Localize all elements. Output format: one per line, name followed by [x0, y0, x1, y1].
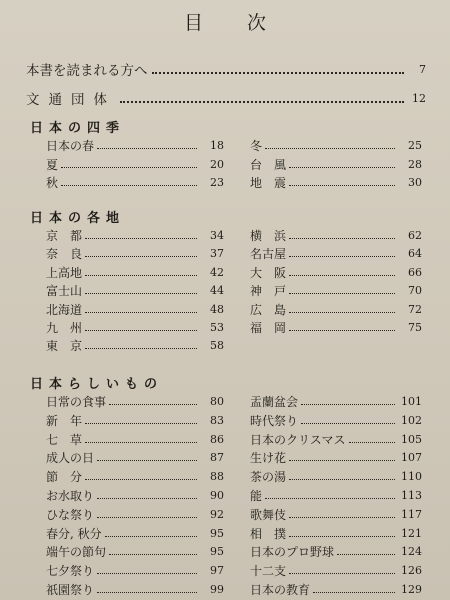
toc-entry-page: 97: [210, 564, 224, 578]
toc-entry-preface[interactable]: [26, 60, 426, 78]
toc-entry-penpal-groups[interactable]: [26, 89, 426, 107]
toc-entry-label: 北海道: [46, 302, 83, 317]
toc-entry-page: 95: [210, 545, 224, 559]
toc-entry[interactable]: [46, 431, 224, 448]
leader-dots: [85, 479, 197, 480]
leader-dots: [85, 423, 197, 424]
leader-dots: [85, 238, 197, 239]
toc-entry[interactable]: [46, 412, 224, 429]
toc-entry-label: 相 撲: [250, 526, 287, 541]
leader-dots: [289, 238, 395, 239]
toc-entry[interactable]: [46, 156, 224, 173]
leader-dots: [349, 442, 395, 443]
leader-dots: [301, 404, 395, 405]
toc-entry-label: 大 阪: [250, 265, 287, 280]
toc-entry-page: 62: [408, 229, 422, 242]
toc-entry-label: 歌舞伎: [250, 507, 287, 522]
toc-entry-label: 台 風: [250, 157, 287, 172]
toc-entry-label: 能: [250, 489, 263, 503]
leader-dots: [289, 275, 395, 276]
leader-dots: [97, 498, 197, 499]
toc-entry[interactable]: [250, 393, 422, 410]
leader-dots: [289, 573, 395, 574]
toc-entry[interactable]: [46, 506, 224, 523]
leader-dots: [97, 460, 197, 461]
leader-dots: [85, 275, 197, 276]
toc-entry-label: 端午の節句: [46, 545, 107, 560]
toc-entry[interactable]: [46, 487, 224, 504]
toc-entry-page: 7: [419, 62, 426, 76]
toc-entry-page: 25: [408, 139, 422, 152]
toc-entry-page: 66: [408, 265, 422, 279]
toc-entry-label: 横 浜: [250, 229, 287, 243]
toc-entry-page: 102: [401, 413, 422, 427]
leader-dots: [289, 536, 395, 537]
toc-entry-label: 本書を読まれる方へ: [26, 63, 148, 79]
leader-dots: [289, 460, 395, 461]
toc-entry-page: 101: [401, 395, 422, 408]
page-title: 目次: [183, 12, 310, 34]
toc-entry-page: 113: [401, 489, 422, 502]
toc-entry-label: 七 草: [46, 432, 83, 447]
toc-entry-label: 節 分: [46, 470, 83, 485]
toc-entry-page: 28: [408, 157, 422, 171]
toc-entry[interactable]: [46, 393, 224, 410]
toc-entry-label: ひな祭り: [46, 507, 95, 522]
toc-entry[interactable]: [250, 174, 422, 191]
toc-entry-label: 富士山: [46, 284, 83, 299]
toc-entry-label: 上高地: [46, 265, 83, 280]
toc-entry[interactable]: [46, 449, 224, 466]
leader-dots: [313, 592, 395, 593]
toc-entry[interactable]: [46, 581, 224, 598]
leader-dots: [85, 330, 197, 331]
toc-entry-page: 124: [401, 545, 422, 559]
toc-entry-label: 成人の日: [46, 451, 95, 466]
toc-entry[interactable]: [250, 156, 422, 173]
toc-entry-label: 春分, 秋分: [46, 526, 102, 541]
leader-dots: [85, 312, 197, 313]
leader-dots: [152, 72, 405, 74]
toc-entry[interactable]: [46, 245, 224, 262]
toc-entry[interactable]: [250, 525, 422, 542]
toc-entry-page: 72: [408, 302, 422, 316]
toc-entry-page: 34: [210, 229, 224, 242]
toc-entry-page: 107: [401, 451, 422, 465]
leader-dots: [265, 498, 395, 499]
toc-entry-page: 53: [210, 321, 224, 334]
section-heading: 日本の各地: [30, 211, 126, 226]
leader-dots: [105, 536, 197, 537]
leader-dots: [97, 148, 197, 149]
toc-entry[interactable]: [250, 245, 422, 262]
toc-entry-page: 75: [408, 321, 422, 334]
toc-entry-page: 117: [401, 507, 422, 521]
toc-entry-page: 95: [210, 526, 224, 540]
leader-dots: [265, 148, 395, 149]
toc-entry-label: 秋: [46, 176, 59, 190]
toc-entry-page: 44: [210, 284, 224, 298]
toc-entry[interactable]: [250, 506, 422, 523]
leader-dots: [61, 167, 197, 168]
toc-entry-page: 12: [412, 91, 426, 105]
toc-entry-label: 冬: [250, 139, 263, 153]
toc-entry-page: 58: [210, 339, 224, 353]
leader-dots: [85, 348, 197, 349]
toc-entry-page: 83: [210, 413, 224, 427]
toc-entry-page: 110: [401, 470, 422, 484]
toc-entry-page: 42: [210, 265, 224, 279]
leader-dots: [289, 517, 395, 518]
toc-entry-label: お水取り: [46, 489, 95, 503]
toc-entry[interactable]: [250, 264, 422, 281]
toc-entry-page: 105: [401, 432, 422, 446]
leader-dots: [289, 479, 395, 480]
toc-entry[interactable]: [46, 227, 224, 244]
toc-entry[interactable]: [46, 543, 224, 560]
toc-entry-page: 99: [210, 583, 224, 596]
toc-entry-page: 88: [210, 470, 224, 484]
leader-dots: [301, 423, 395, 424]
toc-entry[interactable]: [250, 301, 422, 318]
toc-entry[interactable]: [250, 282, 422, 299]
toc-entry[interactable]: [46, 301, 224, 318]
toc-entry[interactable]: [250, 319, 422, 336]
toc-entry-page: 23: [210, 176, 224, 189]
toc-entry-label: 日本のクリスマス: [250, 432, 346, 447]
toc-entry-label: 日本の教育: [250, 583, 311, 597]
toc-entry[interactable]: [250, 562, 422, 579]
leader-dots: [289, 167, 395, 168]
toc-entry[interactable]: [250, 431, 422, 448]
toc-entry-label: 日本の春: [46, 139, 95, 153]
toc-entry-page: 18: [210, 139, 224, 152]
toc-entry-page: 121: [401, 526, 422, 540]
toc-entry[interactable]: [46, 137, 224, 154]
toc-entry-label: 七夕祭り: [46, 564, 95, 579]
leader-dots: [337, 554, 395, 555]
toc-entry-label: 生け花: [250, 451, 287, 466]
toc-entry[interactable]: [46, 525, 224, 542]
toc-entry-label: 九 州: [46, 321, 83, 335]
toc-entry[interactable]: [46, 282, 224, 299]
toc-entry-page: 86: [210, 432, 224, 446]
toc-entry-label: 奈 良: [46, 247, 83, 262]
toc-entry-page: 48: [210, 302, 224, 316]
toc-entry-label: 茶の湯: [250, 470, 287, 485]
leader-dots: [289, 256, 395, 257]
toc-entry[interactable]: [250, 468, 422, 485]
leader-dots: [289, 330, 395, 331]
leader-dots: [97, 573, 197, 574]
toc-entry-label: 福 岡: [250, 321, 287, 335]
toc-entry[interactable]: [46, 319, 224, 336]
leader-dots: [85, 256, 197, 257]
leader-dots: [289, 293, 395, 294]
leader-dots: [289, 312, 395, 313]
leader-dots: [289, 185, 395, 186]
toc-entry-page: 80: [210, 395, 224, 408]
section-heading: 日本らしいもの: [30, 377, 164, 392]
toc-entry-label: 東 京: [46, 339, 83, 354]
toc-entry[interactable]: [46, 264, 224, 281]
leader-dots: [85, 442, 197, 443]
toc-entry-label: 広 島: [250, 302, 287, 317]
leader-dots: [97, 517, 197, 518]
toc-entry-page: 30: [408, 176, 422, 189]
toc-entry-page: 129: [401, 583, 422, 596]
toc-entry-label: 新 年: [46, 413, 83, 428]
toc-entry-label: 名古屋: [250, 247, 287, 262]
leader-dots: [97, 592, 197, 593]
leader-dots: [109, 404, 197, 405]
toc-entry[interactable]: [250, 227, 422, 244]
toc-entry[interactable]: [46, 174, 224, 191]
toc-entry-label: 日本のプロ野球: [250, 545, 335, 560]
toc-entry-page: 87: [210, 451, 224, 465]
toc-entry-page: 92: [210, 507, 224, 521]
toc-entry[interactable]: [46, 468, 224, 485]
toc-entry-label: 京 都: [46, 229, 83, 243]
toc-entry-page: 64: [408, 247, 422, 261]
toc-entry-page: 90: [210, 489, 224, 502]
section-heading: 日本の四季: [30, 121, 126, 136]
toc-entry[interactable]: [250, 412, 422, 429]
toc-entry[interactable]: [46, 562, 224, 579]
toc-entry-page: 20: [210, 157, 224, 171]
toc-entry-label: 夏: [46, 157, 59, 172]
toc-entry-label: 時代祭り: [250, 413, 299, 428]
toc-entry[interactable]: [250, 543, 422, 560]
toc-entry-page: 126: [401, 564, 422, 578]
toc-entry[interactable]: [250, 487, 422, 504]
toc-entry-page: 70: [408, 284, 422, 298]
toc-entry-page: 37: [210, 247, 224, 261]
leader-dots: [120, 101, 404, 103]
toc-entry-label: 十二支: [250, 564, 287, 579]
toc-entry-label: 祇園祭り: [46, 583, 95, 597]
toc-entry-label: 日常の食事: [46, 395, 107, 409]
leader-dots: [85, 293, 197, 294]
toc-entry-label: 神 戸: [250, 284, 287, 299]
leader-dots: [61, 185, 197, 186]
toc-entry-label: 盂蘭盆会: [250, 395, 299, 409]
leader-dots: [109, 554, 197, 555]
toc-entry[interactable]: [250, 449, 422, 466]
toc-entry[interactable]: [46, 337, 224, 354]
toc-entry[interactable]: [250, 137, 422, 154]
toc-entry[interactable]: [250, 581, 422, 598]
toc-entry-label: 文通団体: [26, 92, 116, 108]
toc-entry-label: 地 震: [250, 176, 287, 190]
